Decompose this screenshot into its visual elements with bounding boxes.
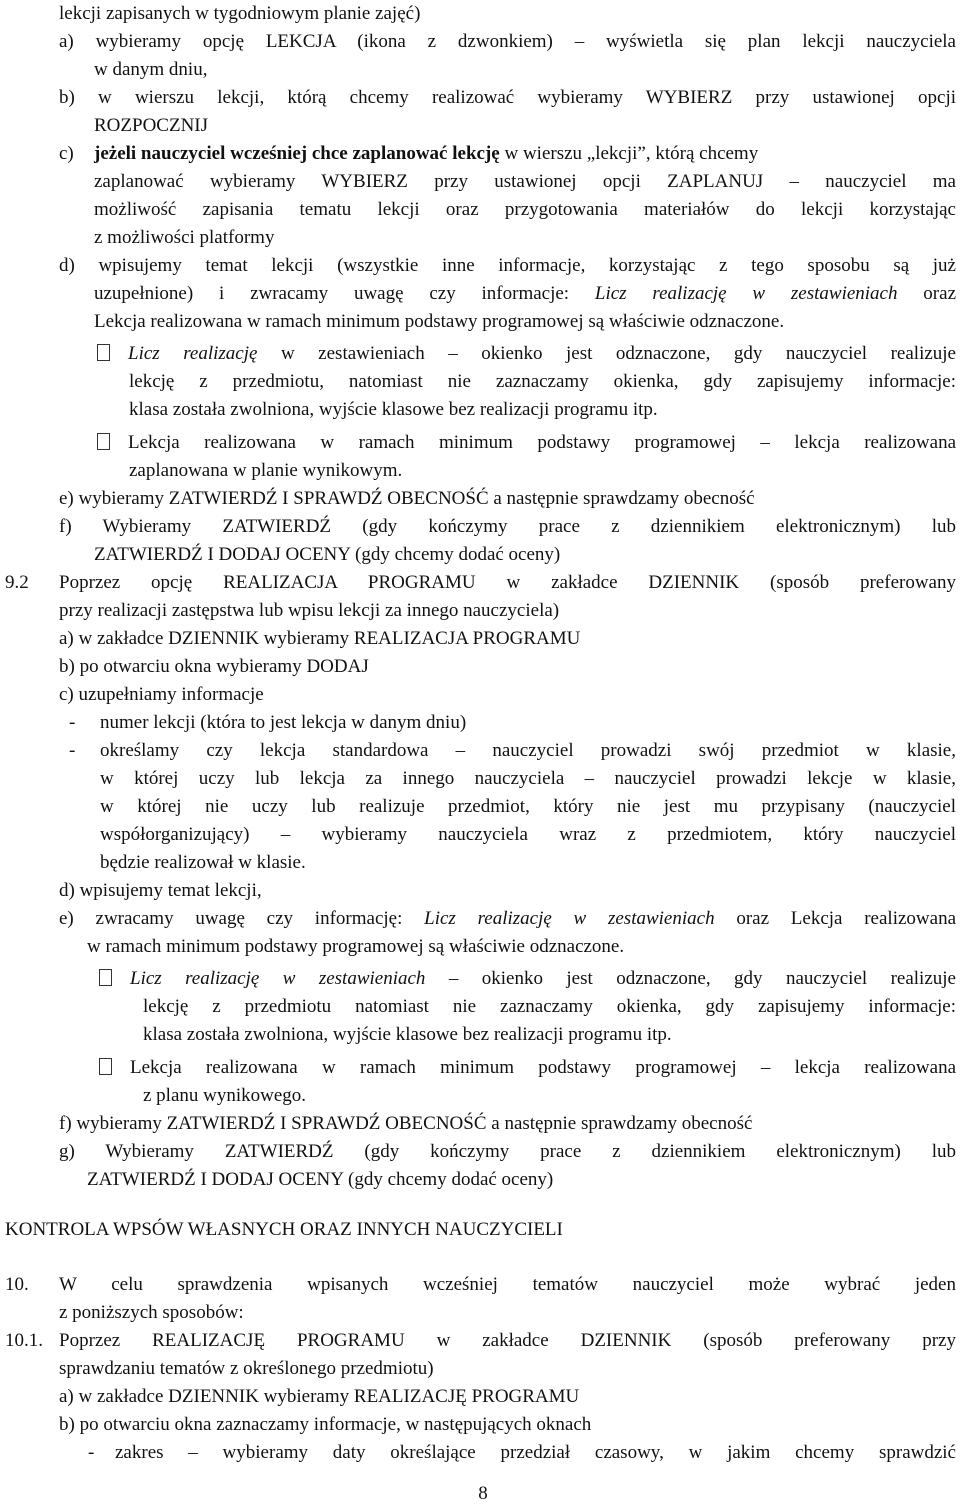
text-line: przy realizacji zastępstwa lub wpisu lekcji za innego nauczyciela): [59, 600, 560, 621]
text-line: współorganizujący) – wybieramy nauczyciela wraz z przedmiotem, który nauczyciel: [100, 824, 956, 845]
checkbox-icon: [99, 1058, 112, 1075]
list-item-g: g) Wybieramy ZATWIERDŹ (gdy kończymy prace z dziennikiem elektronicznym) lub: [59, 1141, 956, 1162]
text-line: ZATWIERDŹ I DODAJ OCENY (gdy chcemy dodać oceny): [87, 1169, 554, 1190]
section-number: 10.1.: [5, 1330, 43, 1351]
list-item-d: d) wpisujemy temat lekcji (wszystkie inne informacje, korzystając z tego sposobu są już: [59, 255, 956, 276]
list-item-e: e) zwracamy uwagę czy informację: Licz realizację w zestawieniach oraz Lekcja realizowana: [59, 908, 956, 929]
section-heading: Poprzez opcję REALIZACJA PROGRAMU w zakładce DZIENNIK (sposób preferowany: [59, 572, 956, 593]
text-line: w danym dniu,: [94, 59, 208, 80]
text-line: ROZPOCZNIJ: [94, 115, 209, 136]
text-line: określamy czy lekcja standardowa – nauczyciel prowadzi swój przedmiot w klasie,: [100, 740, 956, 761]
text-line: Lekcja realizowana w ramach minimum podstawy programowej są właściwie odznaczone.: [94, 311, 785, 332]
bold-phrase: jeżeli nauczyciel wcześniej chce zaplanować lekcję w wierszu „lekcji”, którą chcemy: [94, 143, 759, 164]
text-line: z planu wynikowego.: [143, 1085, 307, 1106]
list-item-a: a) wybieramy opcję LEKCJA (ikona z dzwonkiem) – wyświetla się plan lekcji nauczyciela: [59, 31, 956, 52]
page-number: 8: [478, 1483, 488, 1504]
text-line: Poprzez REALIZACJĘ PROGRAMU w zakładce DZIENNIK (sposób preferowany przy: [59, 1330, 956, 1351]
text-line: zakres – wybieramy daty określające przedział czasowy, w jakim chcemy sprawdzić: [115, 1442, 956, 1463]
list-item-c: c) uzupełniamy informacje: [59, 684, 264, 705]
text-line: lekcję z przedmiotu, natomiast nie zaznaczamy okienka, gdy zapisujemy informacje:: [129, 371, 956, 392]
text-line: w której nie uczy lub realizuje przedmiot, który nie jest mu przypisany (nauczyciel: [100, 796, 956, 817]
text-line: lekcji zapisanych w tygodniowym planie zajęć): [59, 3, 421, 24]
dash-bullet: -: [88, 1442, 95, 1463]
text-line: sprawdzaniu tematów z określonego przedmiotu): [59, 1358, 434, 1379]
list-item-b: b) w wierszu lekcji, którą chcemy realizować wybieramy WYBIERZ przy ustawionej opcji: [59, 87, 956, 108]
list-item-b: b) po otwarciu okna zaznaczamy informacje, w następujących oknach: [59, 1414, 592, 1435]
text-line: z poniższych sposobów:: [59, 1302, 244, 1323]
list-item-f: f) wybieramy ZATWIERDŹ I SPRAWDŹ OBECNOŚĆ a następnie sprawdzamy obecność: [59, 1113, 753, 1134]
text-line: numer lekcji (która to jest lekcja w danym dniu): [100, 712, 467, 733]
section-title: KONTROLA WPSÓW WŁASNYCH ORAZ INNYCH NAUCZYCIELI: [5, 1219, 563, 1240]
checkbox-item: Licz realizację w zestawieniach – okienko jest odznaczone, gdy nauczyciel realizuje: [99, 968, 956, 990]
text-line: możliwość zapisania tematu lekcji oraz przygotowania materiałów do lekcji korzystając: [94, 199, 956, 220]
text-line: W celu sprawdzenia wpisanych wcześniej tematów nauczyciel może wybrać jeden: [59, 1274, 956, 1295]
list-item-f: f) Wybieramy ZATWIERDŹ (gdy kończymy prace z dziennikiem elektronicznym) lub: [59, 516, 956, 537]
text-line: klasa została zwolniona, wyjście klasowe bez realizacji programu itp.: [143, 1024, 672, 1045]
text-line: lekcję z przedmiotu natomiast nie zaznaczamy okienka, gdy zapisujemy informacje:: [143, 996, 956, 1017]
text-line: klasa została zwolniona, wyjście klasowe bez realizacji programu itp.: [129, 399, 658, 420]
dash-bullet: -: [69, 740, 76, 761]
section-number: 9.2: [5, 572, 29, 593]
checkbox-icon: [99, 969, 112, 986]
checkbox-item: Lekcja realizowana w ramach minimum podstawy programowej – lekcja realizowana: [99, 1057, 956, 1079]
list-item-b: b) po otwarciu okna wybieramy DODAJ: [59, 656, 369, 677]
item-marker: c): [59, 143, 74, 164]
checkbox-icon: [97, 344, 110, 361]
checkbox-icon: [97, 433, 110, 450]
text-line: ZATWIERDŹ I DODAJ OCENY (gdy chcemy dodać oceny): [94, 544, 561, 565]
checkbox-item: Licz realizację w zestawieniach – okienko jest odznaczone, gdy nauczyciel realizuje: [97, 343, 956, 365]
section-number: 10.: [5, 1274, 29, 1295]
list-item-c: [59, 143, 956, 165]
checkbox-item: Lekcja realizowana w ramach minimum podstawy programowej – lekcja realizowana: [97, 432, 956, 454]
text-line: zaplanowana w planie wynikowym.: [129, 460, 403, 481]
text-line: będzie realizował w klasie.: [100, 852, 306, 873]
list-item-d: d) wpisujemy temat lekcji,: [59, 880, 262, 901]
text-line: zaplanować wybieramy WYBIERZ przy ustawionej opcji ZAPLANUJ – nauczyciel ma: [94, 171, 956, 192]
list-item-a: a) w zakładce DZIENNIK wybieramy REALIZACJĘ PROGRAMU: [59, 1386, 580, 1407]
list-item-e: e) wybieramy ZATWIERDŹ I SPRAWDŹ OBECNOŚĆ a następnie sprawdzamy obecność: [59, 488, 755, 509]
text-line: w której uczy lub lekcja za innego nauczyciela – nauczyciel prowadzi lekcje w klasie,: [100, 768, 956, 789]
text-line: z możliwości platformy: [94, 227, 275, 248]
text-line: w ramach minimum podstawy programowej są właściwie odznaczone.: [87, 936, 625, 957]
text-line: uzupełnione) i zwracamy uwagę czy informacje: Licz realizację w zestawieniach oraz: [94, 283, 957, 304]
list-item-a: a) w zakładce DZIENNIK wybieramy REALIZACJA PROGRAMU: [59, 628, 581, 649]
dash-bullet: -: [69, 712, 76, 733]
